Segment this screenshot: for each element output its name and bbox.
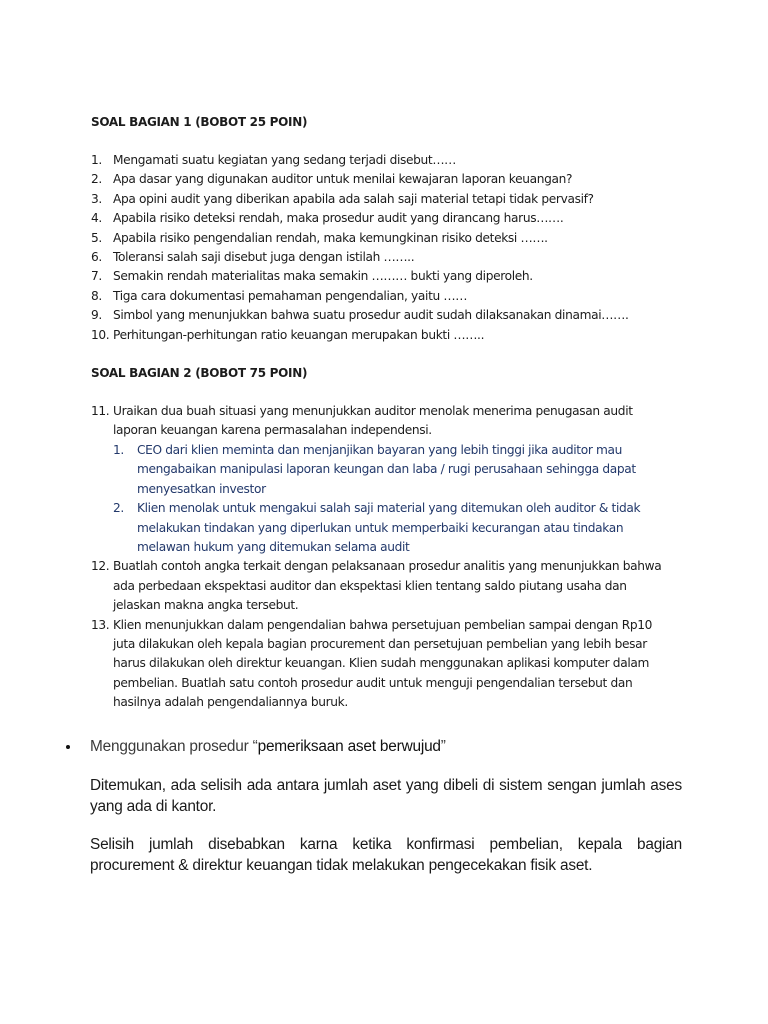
question-item [91,209,671,228]
bullet-item [62,736,682,758]
question-number: 5. [91,230,102,245]
question-number: 6. [91,250,102,265]
answer-text: CEO dari klien meminta dan menjanjikan bayaran yang lebih tinggi jika auditor mau mengabaikan manipulasi laporan keungan dan laba / rugi perusahaan sehingga dapat menyesatkan investor [137,442,636,496]
question-number: 8. [91,288,102,303]
cause-paragraph: Selisih jumlah disebabkan karna ketika konfirmasi pembelian, kepala bagian procurement & direktur keuangan tidak melakukan pengecekakan fisik aset. [90,836,682,874]
question-text: Semakin rendah materialitas maka semakin ……… bukti yang diperoleh. [113,269,533,284]
question-text: Perhitungan-perhitungan ratio keuangan merupakan bukti …….. [113,327,485,342]
exam-document [91,113,671,713]
procedure-name: pemeriksaan aset berwujud [257,738,441,755]
question-text: Buatlah contoh angka terkait dengan pelaksanaan prosedur analitis yang menunjukkan bahwa ada perbedaan ekspektasi auditor dan ekspektasi klien tentang saldo piutang usaha dan jelaskan makna angka tersebut. [113,559,662,613]
question-text: Mengamati suatu kegiatan yang sedang terjadi disebut…… [113,153,457,167]
answer-text: Klien menolak untuk mengakui salah saji material yang ditemukan oleh auditor & tidak melakukan tindakan yang diperlukan untuk memperbaiki kecurangan atau tindakan melawan hukum yang ditemukan selama audit [137,501,641,554]
question-number: 9. [91,308,102,323]
question-text: Apa opini audit yang diberikan apabila ada salah saji material tetapi tidak pervasif? [113,191,594,206]
question-item [91,616,671,713]
spacer [91,383,671,402]
bullet-icon [66,745,70,749]
question-item [91,287,671,306]
question-item [91,306,671,325]
question-item [91,248,671,267]
question-number: 1. [91,153,102,167]
question-text: Klien menunjukkan dalam pengendalian bahwa persetujuan pembelian sampai dengan Rp10 juta dilakukan oleh kepala bagian procurement dan persetujuan pembelian yang lebih besar harus dilakukan oleh direktur keuangan. Klien sudah menggunakan aplikasi komputer dalam pembelian. Buatlah satu contoh prosedur audit untuk menguji pengendalian tersebut dan hasilnya adalah pengendaliannya buruk. [113,617,653,710]
question-number: 13. [91,617,110,632]
section-2-question-list [91,402,671,713]
question-text: Toleransi salah saji disebut juga dengan istilah …….. [113,250,415,265]
section-2-heading: SOAL BAGIAN 2 (BOBOT 75 POIN) [91,366,308,381]
question-number: 11. [91,404,110,419]
question-number: 7. [91,269,102,284]
question-item [91,170,671,189]
question-text: Apabila risiko pengendalian rendah, maka kemungkinan risiko deteksi ……. [113,230,548,245]
answer-list [113,441,671,557]
answer-number: 1. [113,442,124,457]
question-number: 12. [91,559,110,574]
question-item [91,267,671,286]
answer-block [62,736,682,891]
section-1-heading: SOAL BAGIAN 1 (BOBOT 25 POIN) [91,115,308,129]
question-item [91,326,671,345]
question-number: 4. [91,211,102,226]
spacer [91,345,671,364]
question-item [91,151,671,170]
question-item [91,190,671,209]
question-item [91,229,671,248]
question-text: Apa dasar yang digunakan auditor untuk menilai kewajaran laporan keuangan? [113,172,573,187]
question-text: Tiga cara dokumentasi pemahaman pengendalian, yaitu …… [113,288,468,303]
section-1-question-list [91,151,671,345]
question-number: 2. [91,172,102,187]
question-text: Uraikan dua buah situasi yang menunjukkan auditor menolak menerima penugasan audit laporan keuangan karena permasalahan independensi. [113,404,633,438]
finding-paragraph: Ditemukan, ada selisih ada antara jumlah aset yang dibeli di sistem sengan jumlah ases yang ada di kantor. [90,777,682,815]
answer-number: 2. [113,501,124,516]
question-item [91,557,671,615]
question-text: Apabila risiko deteksi rendah, maka prosedur audit yang dirancang harus……. [113,211,564,226]
bullet-prefix: Menggunakan prosedur “ [90,738,258,755]
question-number: 10. [91,327,110,342]
question-text: Simbol yang menunjukkan bahwa suatu prosedur audit sudah dilaksanakan dinamai……. [113,308,629,323]
answer-item [113,441,671,499]
answer-item [113,499,671,557]
bullet-suffix: ” [440,738,446,755]
spacer [91,132,671,151]
question-number: 3. [91,191,102,206]
question-item [91,402,671,557]
